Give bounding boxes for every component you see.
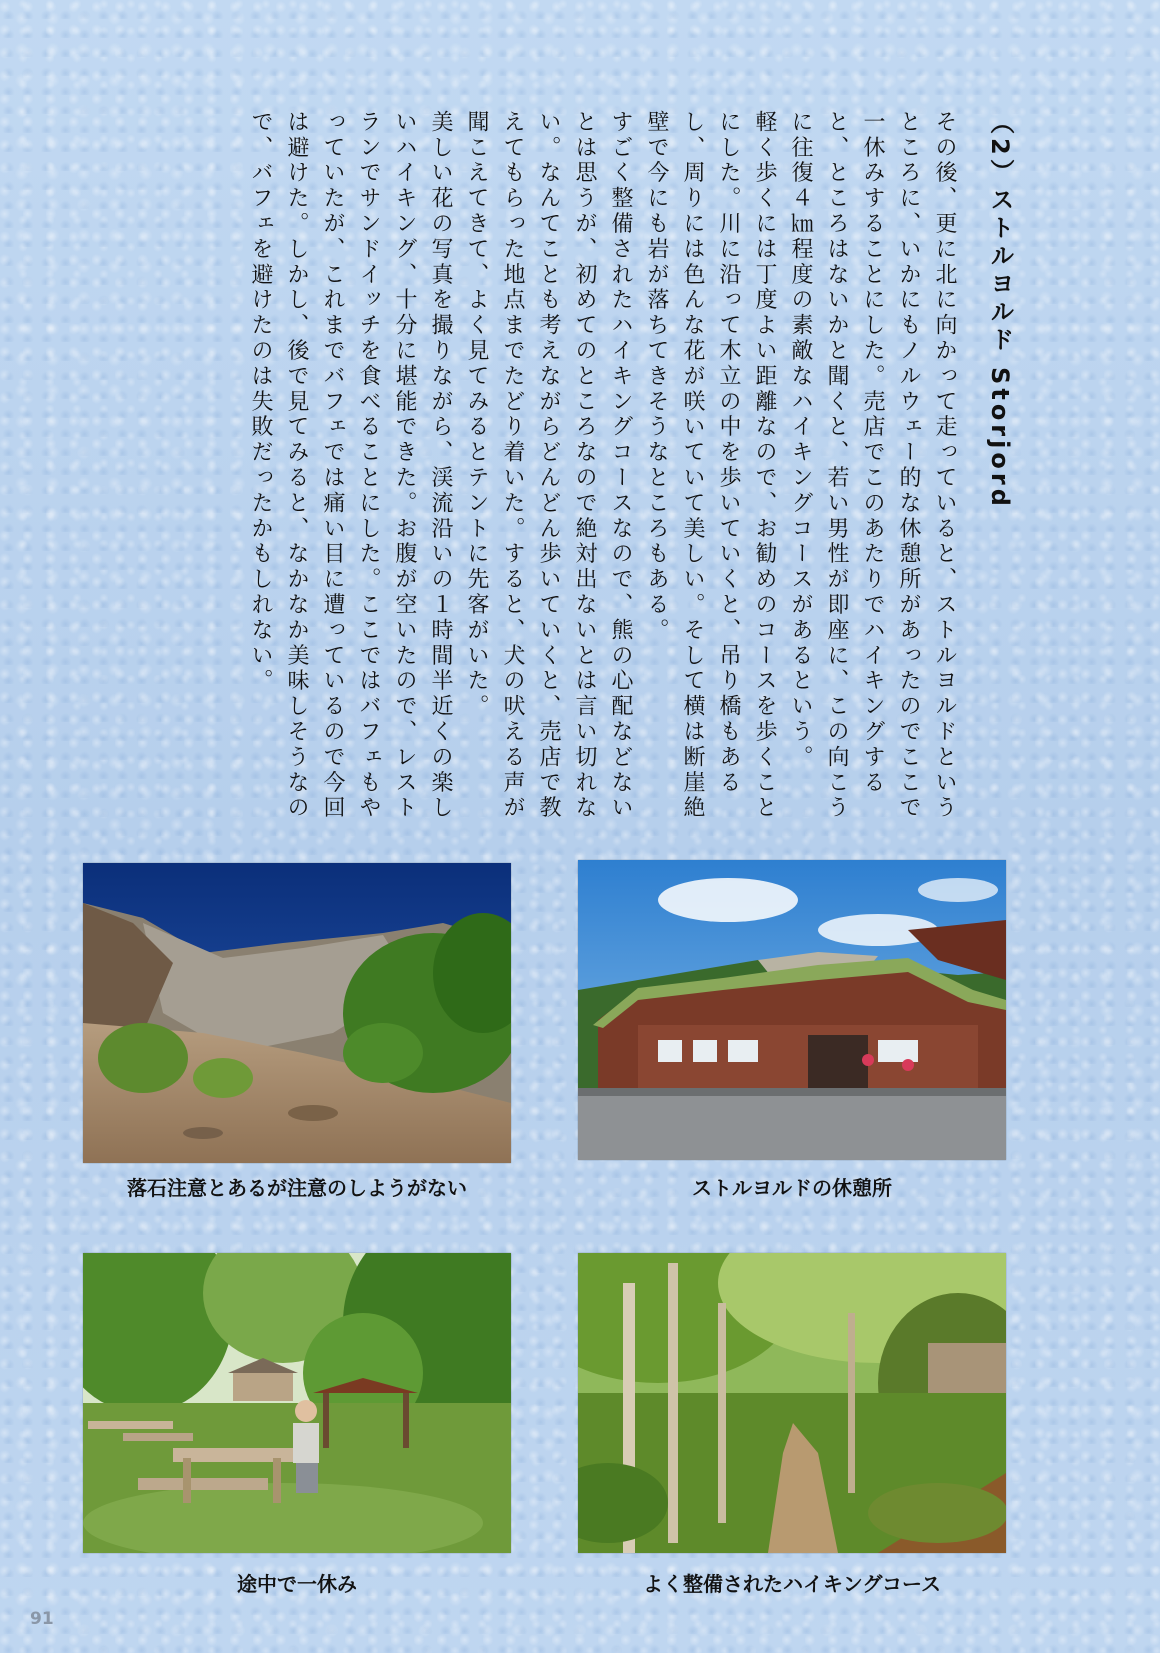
- rest-area-caption: ストルヨルドの休憩所: [692, 1176, 892, 1200]
- article-text: [140, 110, 1030, 840]
- rest-area-photo-image: [578, 860, 1006, 1160]
- break-photo-image: [83, 1253, 511, 1553]
- break-caption: 途中で一休み: [237, 1572, 357, 1596]
- trail-photo-image: [578, 1253, 1006, 1553]
- paragraph-2: 軽く歩くには丁度よい距離なので、お勧めのコースを歩くことにした。川に沿って木立の中を歩いていくと、吊り橋もあるし、周りには色んな花が咲いていて美しい。そして横は断崖絶壁で今にも岩が落ちてきそうなところもある。: [644, 110, 777, 822]
- break-photo: [83, 1253, 511, 1553]
- trail-photo: [578, 1253, 1006, 1553]
- trail-caption: よく整備されたハイキングコース: [643, 1572, 941, 1596]
- section-heading: （2）ストルヨルド Storjord: [986, 110, 1014, 510]
- rockfall-photo-image: [83, 863, 511, 1163]
- page-number: 91: [30, 1609, 54, 1629]
- paragraph-3: すごく整備されたハイキングコースなので、熊の心配などないとは思うが、初めてのところなので絶対出ないとは言い切れない。なんてことも考えながらどんどん歩いていくと、売店で教えてもらった地点までたどり着いた。すると、犬の吠える声が聞こえてきて、よく見てみるとテントに先客がいた。: [464, 110, 633, 822]
- rest-area-photo: [578, 860, 1006, 1160]
- paragraph-4: 美しい花の写真を撮りながら、渓流沿いの１時間半近くの楽しいハイキング、十分に堪能できた。お腹が空いたので、レストランでサンドイッチを食べることにした。ここではバフェもやっていたが、これまでバフェでは痛い目に遭っているので今回は避けた。しかし、後で見てみると、なかなか美味しそうなので、バフェを避けたのは失敗だったかもしれない。: [248, 110, 453, 822]
- paragraph-1: その後、更に北に向かって走っていると、ストルヨルドというところに、いかにもノルウェー的な休憩所があったのでここで一休みすることにした。売店でこのあたりでハイキングすると、ところはないかと聞くと、若い男性が即座に、この向こうに往復４㎞程度の素敵なハイキングコースがあるという。: [788, 110, 957, 822]
- rockfall-caption: 落石注意とあるが注意のしようがない: [127, 1176, 467, 1200]
- rockfall-photo: [83, 863, 511, 1163]
